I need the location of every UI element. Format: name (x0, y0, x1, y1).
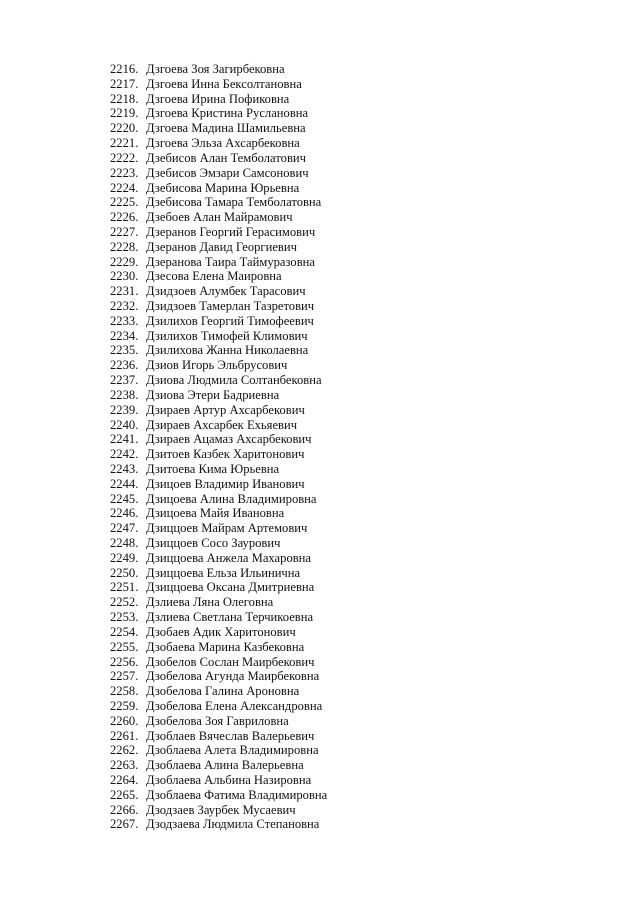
entry-number: 2222. (110, 150, 139, 165)
entry-name: Дзеранов Давид Георгиевич (146, 239, 297, 254)
entry-name: Дзилихова Жанна Николаевна (146, 343, 309, 358)
entry-name: Дзиццоев Сосо Заурович (146, 536, 281, 550)
entry-number: 2238. (110, 387, 139, 402)
list-item (110, 62, 327, 77)
entry-name: Дзесова Елена Маировна (146, 269, 282, 284)
entry-name: Дзидзоев Алумбек Тарасович (146, 284, 306, 299)
entry-number: 2244. (110, 476, 139, 491)
entry-number: 2230. (110, 269, 139, 284)
list-item (110, 699, 327, 714)
list-item (110, 506, 327, 521)
list-item (110, 77, 327, 92)
entry-number: 2252. (110, 595, 139, 610)
list-item (110, 551, 327, 566)
entry-number: 2226. (110, 210, 139, 225)
list-item (110, 669, 327, 684)
list-item (110, 106, 327, 121)
list-item (110, 580, 327, 595)
entry-name: Дзоблаев Вячеслав Валерьевич (146, 728, 315, 743)
list-item (110, 477, 327, 492)
list-item (110, 432, 327, 447)
entry-name: Дзиов Игорь Эльбрусович (146, 358, 288, 373)
entry-number: 2216. (110, 62, 139, 76)
list-item (110, 640, 327, 655)
entry-number: 2240. (110, 417, 139, 432)
entry-name: Дзеранов Георгий Герасимович (146, 224, 316, 239)
entry-name: Дзебисова Тамара Темболатовна (146, 195, 322, 210)
entry-number: 2259. (110, 698, 139, 713)
list-item (110, 269, 327, 284)
list-item (110, 166, 327, 181)
entry-name: Дзицоев Владимир Иванович (146, 476, 305, 491)
entry-number: 2227. (110, 224, 139, 239)
entry-name: Дзгоева Зоя Загирбековна (146, 62, 285, 76)
entry-number: 2255. (110, 639, 139, 654)
list-item (110, 299, 327, 314)
list-item (110, 788, 327, 803)
list-item (110, 403, 327, 418)
entry-number: 2239. (110, 402, 139, 417)
list-item (110, 447, 327, 462)
entry-number: 2225. (110, 195, 139, 210)
entry-number: 2258. (110, 684, 139, 699)
list-item (110, 817, 327, 832)
entry-name: Дзгоева Эльза Ахсарбековна (146, 136, 300, 151)
list-item (110, 521, 327, 536)
entry-number: 2260. (110, 713, 139, 728)
list-item (110, 373, 327, 388)
entry-number: 2256. (110, 654, 139, 669)
entry-name: Дзиццоева Анжела Махаровна (146, 550, 312, 565)
entry-name: Дзгоева Инна Бексолтановна (146, 76, 302, 91)
entry-number: 2246. (110, 506, 139, 521)
list-item (110, 92, 327, 107)
entry-number: 2253. (110, 610, 139, 625)
entry-number: 2247. (110, 521, 139, 536)
list-item (110, 610, 327, 625)
entry-number: 2243. (110, 461, 139, 476)
entry-name: Дзиова Этери Бадриевна (146, 387, 280, 402)
entry-number: 2254. (110, 624, 139, 639)
entry-number: 2221. (110, 136, 139, 151)
entry-number: 2218. (110, 91, 139, 106)
entry-name: Дзираев Ахсарбек Ехьяевич (146, 417, 298, 432)
list-item (110, 773, 327, 788)
list-item (110, 151, 327, 166)
entry-number: 2266. (110, 802, 139, 817)
entry-name: Дзиццоев Майрам Артемович (146, 521, 308, 536)
list-item (110, 566, 327, 581)
entry-number: 2233. (110, 313, 139, 328)
list-item (110, 418, 327, 433)
entry-name: Дзиова Людмила Солтанбековна (146, 373, 322, 388)
list-item (110, 729, 327, 744)
list-item (110, 225, 327, 240)
entry-number: 2234. (110, 328, 139, 343)
entry-number: 2251. (110, 580, 139, 595)
list-item (110, 329, 327, 344)
entry-number: 2265. (110, 787, 139, 802)
list-item (110, 714, 327, 729)
entry-number: 2241. (110, 432, 139, 447)
list-item (110, 684, 327, 699)
entry-name: Дзодзаев Заурбек Мусаевич (146, 802, 296, 817)
entry-name: Дзиццоева Ельза Ильинична (146, 565, 301, 580)
entry-number: 2228. (110, 239, 139, 254)
list-item (110, 314, 327, 329)
entry-name: Дзоблаева Алета Владимировна (146, 743, 319, 758)
entry-number: 2232. (110, 299, 139, 313)
entry-name: Дзобелова Зоя Гавриловна (146, 713, 289, 728)
entry-name: Дзгоева Мадина Шамильевна (146, 121, 306, 136)
list-item (110, 284, 327, 299)
list-item (110, 210, 327, 225)
name-list (110, 62, 327, 832)
entry-number: 2264. (110, 773, 139, 787)
entry-number: 2242. (110, 447, 139, 462)
entry-name: Дзилихов Тимофей Климович (146, 328, 308, 343)
entry-name: Дзебисов Алан Темболатович (146, 150, 306, 165)
list-item (110, 136, 327, 151)
list-item (110, 240, 327, 255)
entry-number: 2267. (110, 817, 139, 832)
entry-name: Дзгоева Ирина Пофиковна (146, 91, 290, 106)
entry-number: 2245. (110, 491, 139, 506)
entry-name: Дзитоева Кима Юрьевна (146, 461, 280, 476)
entry-name: Дзираев Ацамаз Ахсарбекович (146, 432, 312, 447)
entry-name: Дзицоева Алина Владимировна (146, 491, 317, 506)
entry-name: Дзебоев Алан Майрамович (146, 210, 293, 225)
entry-name: Дзебисова Марина Юрьевна (146, 180, 300, 195)
entry-name: Дзобаева Марина Казбековна (146, 639, 305, 654)
list-item (110, 343, 327, 358)
entry-name: Дзлиева Ляна Олеговна (146, 595, 274, 610)
entry-name: Дзеранова Таира Таймуразовна (146, 254, 315, 269)
list-item (110, 388, 327, 403)
list-item (110, 625, 327, 640)
entry-name: Дзицоева Майя Ивановна (146, 506, 285, 521)
entry-number: 2250. (110, 565, 139, 580)
entry-name: Дзобелова Агунда Маирбековна (146, 669, 320, 684)
list-item (110, 743, 327, 758)
entry-number: 2219. (110, 106, 139, 121)
entry-number: 2263. (110, 758, 139, 773)
entry-name: Дзлиева Светлана Терчикоевна (146, 610, 314, 625)
list-item (110, 758, 327, 773)
entry-number: 2262. (110, 743, 139, 758)
entry-name: Дзобелова Елена Александровна (146, 698, 323, 713)
entry-number: 2220. (110, 121, 139, 136)
entry-name: Дзодзаева Людмила Степановна (146, 817, 320, 832)
entry-name: Дзилихов Георгий Тимофеевич (146, 313, 314, 328)
list-item (110, 358, 327, 373)
list-item (110, 462, 327, 477)
entry-name: Дзоблаева Фатима Владимировна (146, 787, 328, 802)
entry-number: 2235. (110, 343, 139, 358)
entry-name: Дзобелова Галина Ароновна (146, 684, 300, 699)
entry-name: Дзиццоева Оксана Дмитриевна (146, 580, 315, 595)
entry-number: 2229. (110, 254, 139, 269)
entry-number: 2237. (110, 373, 139, 388)
entry-name: Дзидзоев Тамерлан Тазретович (146, 299, 315, 313)
entry-number: 2217. (110, 76, 139, 91)
entry-number: 2231. (110, 284, 139, 299)
entry-number: 2249. (110, 550, 139, 565)
list-item (110, 492, 327, 507)
entry-number: 2257. (110, 669, 139, 684)
entry-name: Дзебисов Эмзари Самсонович (146, 165, 309, 180)
entry-number: 2248. (110, 536, 139, 550)
list-item (110, 803, 327, 818)
list-item (110, 595, 327, 610)
list-item (110, 121, 327, 136)
entry-number: 2261. (110, 728, 139, 743)
entry-name: Дзитоев Казбек Харитонович (146, 447, 305, 462)
entry-name: Дзобелов Сослан Маирбекович (146, 654, 315, 669)
list-item (110, 255, 327, 270)
entry-name: Дзираев Артур Ахсарбекович (146, 402, 305, 417)
list-item (110, 195, 327, 210)
entry-name: Дзгоева Кристина Руслановна (146, 106, 309, 121)
list-item (110, 655, 327, 670)
list-item (110, 536, 327, 551)
entry-number: 2236. (110, 358, 139, 373)
list-item (110, 181, 327, 196)
entry-name: Дзоблаева Алина Валерьевна (146, 758, 304, 773)
entry-number: 2223. (110, 165, 139, 180)
entry-number: 2224. (110, 180, 139, 195)
entry-name: Дзоблаева Альбина Назировна (146, 773, 312, 787)
entry-name: Дзобаев Адик Харитонович (146, 624, 296, 639)
